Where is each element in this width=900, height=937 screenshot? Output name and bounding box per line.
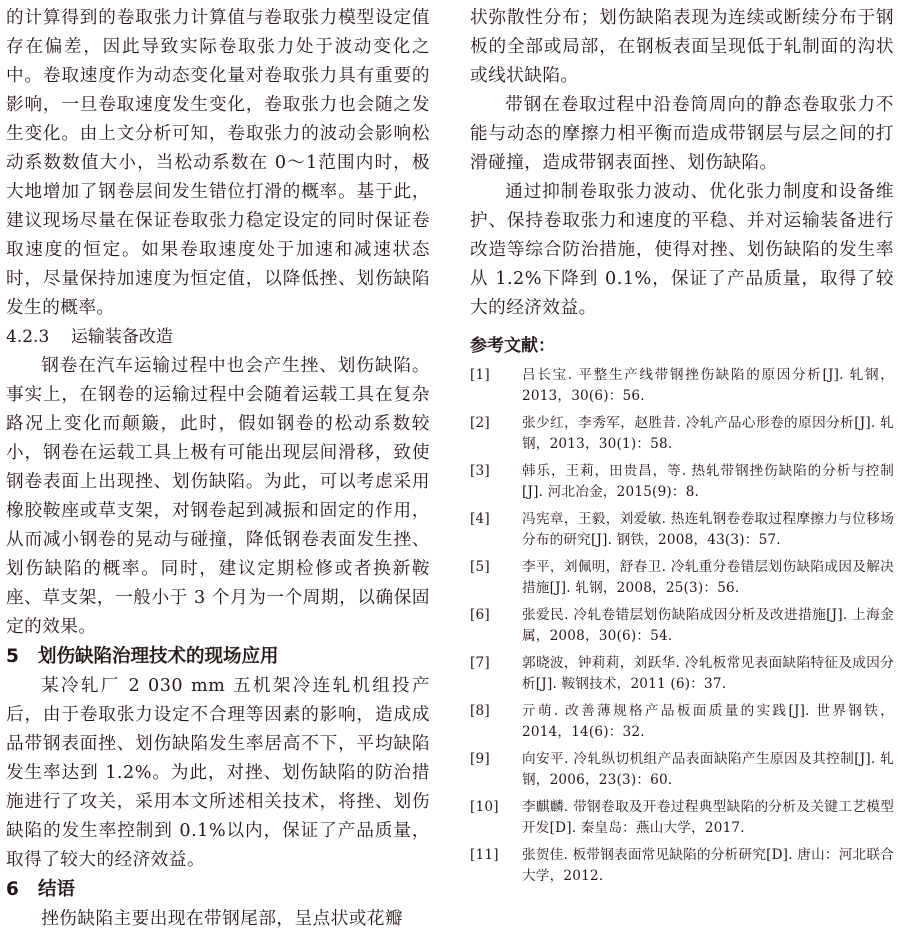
reference-index: [1] bbox=[470, 367, 490, 383]
body-paragraph: 带钢在卷取过程中沿卷筒周向的静态卷取张力不能与动态的摩擦力相平衡而造成带钢层与层之间的打滑碰撞，造成带钢表面挫、划伤缺陷。 bbox=[470, 95, 894, 173]
reference-index: [2] bbox=[470, 415, 490, 431]
section-title: 划伤缺陷治理技术的现场应用 bbox=[38, 646, 279, 667]
section-heading bbox=[6, 642, 430, 672]
reference-index: [5] bbox=[470, 559, 490, 575]
subsection-number: 4.2.3 bbox=[6, 327, 50, 347]
reference-item bbox=[470, 701, 894, 743]
reference-index: [6] bbox=[470, 607, 490, 623]
reference-item bbox=[470, 461, 894, 503]
section-number: 5 bbox=[6, 646, 19, 667]
section-heading bbox=[6, 875, 430, 905]
reference-item bbox=[470, 557, 894, 599]
subsection-title: 运输装备改造 bbox=[70, 327, 173, 347]
reference-index: [3] bbox=[470, 463, 490, 479]
body-paragraph: 钢卷在汽车运输过程中也会产生挫、划伤缺陷。事实上，在钢卷的运输过程中会随着运载工具在复杂路况上变化而颠簸，此时，假如钢卷的松动系数较小，钢卷在运载工具上极有可能出现层间滑移，致使钢卷表面上出现挫、划伤缺陷。为此，可以考虑采用橡胶鞍座或草支架，对钢卷起到减振和固定的作用，从而减小钢卷的晃动与碰撞，降低钢卷表面发生挫、划伤缺陷的概率。同时，建议定期检修或者换新鞍座、草支架，一般小于 3 个月为一个周期，以确保固定的效果。 bbox=[6, 356, 430, 637]
reference-text: 吕长宝. 平整生产线带钢挫伤缺陷的原因分析[J]. 轧钢，2013，30(6)：56. bbox=[522, 367, 894, 404]
reference-text: 韩乐，王莉，田贵昌，等. 热轧带钢挫伤缺陷的分析与控制[J]. 河北冶金，2015(9)：8. bbox=[522, 463, 894, 500]
reference-item bbox=[470, 605, 894, 647]
reference-index: [7] bbox=[470, 655, 490, 671]
reference-text: 郭晓波，钟莉莉，刘跃华. 冷轧板常见表面缺陷特征及成因分析[J]. 鞍钢技术，2011 (6)：37. bbox=[522, 655, 894, 692]
body-paragraph: 某冷轧厂 2 030 mm 五机架冷连轧机组投产后，由于卷取张力设定不合理等因素的影响，造成成品带钢表面挫、划伤缺陷发生率居高不下，平均缺陷发生率达到 1.2%。为此，对挫、划伤缺陷的防治措施进行了攻关，采用本文所述相关技术，将挫、划伤缺陷的发生率控制到 0.1%以内，保证了产品质量，取得了较大的经济效益。 bbox=[6, 676, 430, 870]
reference-index: [8] bbox=[470, 703, 490, 719]
reference-item bbox=[470, 845, 894, 887]
reference-index: [9] bbox=[470, 751, 490, 767]
reference-item bbox=[470, 365, 894, 407]
reference-item bbox=[470, 413, 894, 455]
left-column bbox=[6, 4, 430, 934]
reference-index: [4] bbox=[470, 511, 490, 527]
body-paragraph: 通过抑制卷取张力波动、优化张力制度和设备维护、保持卷取张力和速度的平稳、并对运输装备进行改造等综合防治措施，使得对挫、划伤缺陷的发生率从 1.2%下降到 0.1%，保证了产品质量，取得了较大的经济效益。 bbox=[470, 182, 894, 318]
reference-item bbox=[470, 797, 894, 839]
references-heading: 参考文献： bbox=[470, 336, 555, 356]
subsection-heading bbox=[6, 323, 430, 352]
body-paragraph: 挫伤缺陷主要出现在带钢尾部，呈点状或花瓣 bbox=[41, 909, 404, 929]
reference-text: 张爱民. 冷轧卷错层划伤缺陷成因分析及改进措施[J]. 上海金属，2008，30(6)：54. bbox=[522, 607, 894, 644]
reference-index: [10] bbox=[470, 799, 499, 815]
reference-text: 向安平. 冷轧纵切机组产品表面缺陷产生原因及其控制[J]. 轧钢，2006，23(3)：60. bbox=[522, 751, 894, 788]
section-number: 6 bbox=[6, 879, 19, 900]
reference-text: 冯宪章，王毅，刘爱敏. 热连轧钢卷卷取过程摩擦力与位移场分布的研究[J]. 钢铁，2008，43(3)：57. bbox=[522, 511, 894, 548]
body-paragraph: 的计算得到的卷取张力计算值与卷取张力模型设定值存在偏差，因此导致实际卷取张力处于波动变化之中。卷取速度作为动态变化量对卷取张力具有重要的影响，一旦卷取速度发生变化，卷取张力也会随之发生变化。由上文分析可知，卷取张力的波动会影响松动系数数值大小，当松动系数在 0～1范围内时，极大地增加了钢卷层间发生错位打滑的概率。基于此，建议现场尽量在保证卷取张力稳定设定的同时保证卷取速度的恒定。如果卷取速度处于加速和减速状态时，尽量保持加速度为恒定值，以降低挫、划伤缺陷发生的概率。 bbox=[6, 8, 430, 318]
reference-text: 张贺佳. 板带钢表面常见缺陷的分析研究[D]. 唐山：河北联合大学，2012. bbox=[522, 847, 894, 884]
reference-text: 张少红，李秀军，赵胜昔. 冷轧产品心形卷的原因分析[J]. 轧钢，2013，30(1)：58. bbox=[522, 415, 894, 452]
reference-item bbox=[470, 749, 894, 791]
section-title: 结语 bbox=[38, 879, 76, 900]
reference-item bbox=[470, 653, 894, 695]
reference-text: 李麒麟. 带钢卷取及开卷过程典型缺陷的分析及关键工艺模型开发[D]. 秦皇岛：燕山大学，2017. bbox=[522, 799, 894, 836]
reference-item bbox=[470, 509, 894, 551]
reference-index: [11] bbox=[470, 847, 499, 863]
reference-text: 李平，刘佩明，舒春卫. 冷轧重分卷错层划伤缺陷成因及解决措施[J]. 轧钢，2008，25(3)：56. bbox=[522, 559, 894, 596]
reference-list bbox=[470, 365, 894, 887]
body-paragraph: 状弥散性分布；划伤缺陷表现为连续或断续分布于钢板的全部或局部，在钢板表面呈现低于轧制面的沟状或线状缺陷。 bbox=[470, 8, 894, 86]
reference-text: 亓萌. 改善薄规格产品板面质量的实践[J]. 世界钢铁，2014，14(6)：32. bbox=[522, 703, 894, 740]
right-column bbox=[470, 4, 894, 893]
